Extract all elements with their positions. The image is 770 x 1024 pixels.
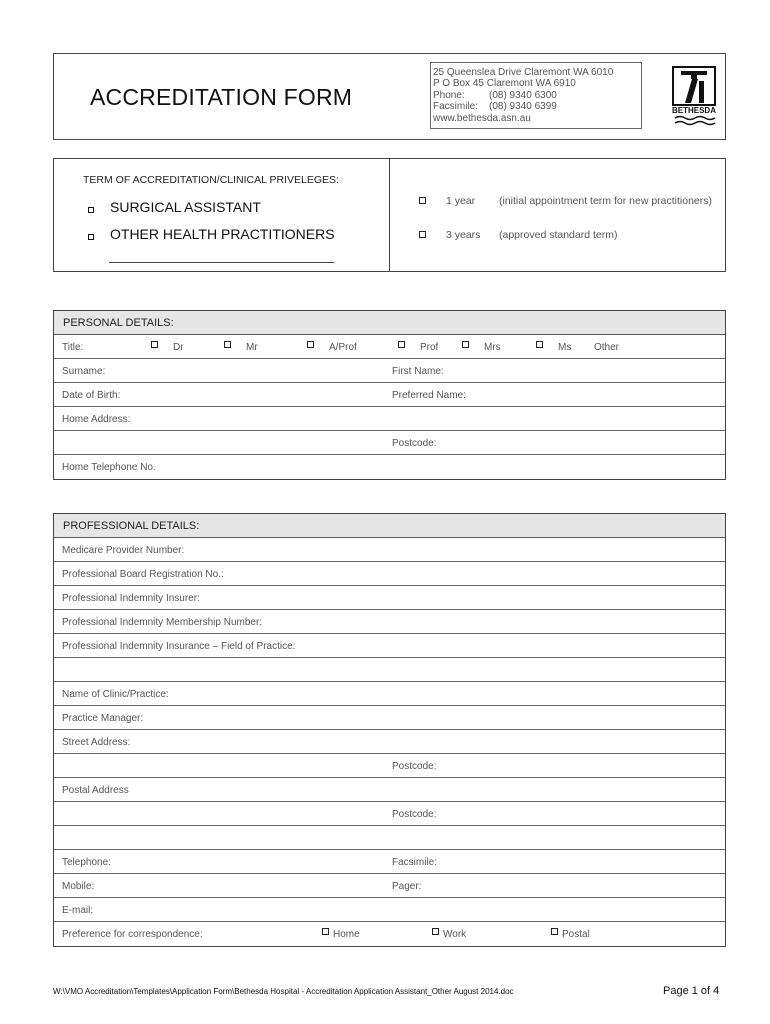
fax-label: Facsimile: [433, 101, 479, 113]
facsimile-label: Facsimile: [392, 857, 438, 868]
manager-row[interactable] [54, 706, 725, 730]
preference-label: Preference for correspondence: [62, 929, 203, 940]
dob-row[interactable] [54, 383, 725, 407]
title-ms-checkbox[interactable] [536, 341, 543, 348]
personal-details-section [53, 310, 726, 480]
pref-work-label: Work [443, 929, 467, 940]
title-aprof-checkbox[interactable] [307, 341, 314, 348]
pref-home-label: Home [333, 929, 360, 940]
title-mr-label: Mr [246, 342, 258, 353]
professional-details-heading: PROFESSIONAL DETAILS: [54, 514, 725, 538]
home-phone-label: Home Telephone No. [62, 462, 156, 473]
postal-postcode-label: Postcode: [392, 809, 437, 820]
street-postcode-row[interactable] [54, 754, 725, 778]
phone-row [433, 90, 641, 101]
term-3-years-label: 3 years [446, 229, 481, 241]
street-row[interactable] [54, 730, 725, 754]
title-dr-label: Dr [173, 342, 184, 353]
title-mrs-checkbox[interactable] [462, 341, 469, 348]
term-divider [389, 159, 390, 271]
title-aprof-label: A/Prof [329, 342, 357, 353]
phone-label: Phone: [433, 89, 465, 101]
surname-row[interactable] [54, 359, 725, 383]
fax-row [433, 101, 641, 112]
term-write-line[interactable] [109, 262, 334, 263]
preferred-name-label: Preferred Name: [392, 390, 466, 401]
insurer-label: Professional Indemnity Insurer: [62, 593, 200, 604]
street-label: Street Address: [62, 737, 131, 748]
fax-value: (08) 9340 6399 [489, 101, 557, 113]
term-1-year-checkbox[interactable] [419, 197, 426, 204]
title-ms-label: Ms [558, 342, 572, 353]
term-3-years-note: (approved standard term) [499, 229, 618, 241]
home-postcode-row[interactable] [54, 431, 725, 455]
other-health-checkbox[interactable] [88, 234, 94, 240]
surgical-assistant-checkbox[interactable] [88, 207, 94, 213]
postal-postcode-row[interactable] [54, 802, 725, 826]
professional-details-section [53, 513, 726, 947]
membership-label: Professional Indemnity Membership Number: [62, 617, 263, 628]
clinic-label: Name of Clinic/Practice: [62, 689, 169, 700]
field-label: Professional Indemnity Insurance – Field of Practice: [62, 641, 296, 652]
home-postcode-label: Postcode: [392, 438, 437, 449]
footer-file-path: W:\VMO Accreditation\Templates\Application Form\Bethesda Hospital - Accreditation Application Assistant_Other August 2014.doc [53, 987, 514, 996]
phone-value: (08) 9340 6300 [489, 89, 557, 101]
personal-details-heading: PERSONAL DETAILS: [54, 311, 725, 335]
home-address-label: Home Address: [62, 414, 131, 425]
email-label: E-mail: [62, 905, 94, 916]
mobile-label: Mobile: [62, 881, 95, 892]
title-prof-checkbox[interactable] [398, 341, 405, 348]
medicare-row[interactable] [54, 538, 725, 562]
title-label: Title: [62, 342, 84, 353]
telephone-row[interactable] [54, 850, 725, 874]
pref-home-checkbox[interactable] [322, 928, 329, 935]
field-continuation-row[interactable] [54, 658, 725, 682]
role-surgical-assistant: SURGICAL ASSISTANT [110, 199, 261, 215]
home-address-row[interactable] [54, 407, 725, 431]
title-mrs-label: Mrs [484, 342, 501, 353]
first-name-label: First Name: [392, 366, 444, 377]
term-3-years-checkbox[interactable] [419, 231, 426, 238]
pref-postal-checkbox[interactable] [551, 928, 558, 935]
address-block [430, 62, 642, 129]
title-other-label: Other [594, 342, 620, 353]
term-1-year-label: 1 year [446, 195, 476, 207]
medicare-label: Medicare Provider Number: [62, 545, 185, 556]
membership-row[interactable] [54, 610, 725, 634]
manager-label: Practice Manager: [62, 713, 144, 724]
home-phone-row[interactable] [54, 455, 725, 479]
postal-row[interactable] [54, 778, 725, 802]
telephone-label: Telephone: [62, 857, 111, 868]
preference-row [54, 922, 725, 946]
title-row [54, 335, 725, 359]
insurer-row[interactable] [54, 586, 725, 610]
bethesda-logo [671, 65, 717, 127]
logo-text: BETHESDA [671, 106, 717, 115]
form-title: ACCREDITATION FORM [90, 84, 353, 110]
pref-work-checkbox[interactable] [432, 928, 439, 935]
address-line-1: 25 Queenslea Drive Claremont WA 6010 [433, 67, 614, 78]
surname-label: Surname: [62, 366, 106, 377]
postal-label: Postal Address [62, 785, 129, 796]
dob-label: Date of Birth: [62, 390, 121, 401]
pref-postal-label: Postal [562, 929, 590, 940]
title-mr-checkbox[interactable] [224, 341, 231, 348]
board-reg-label: Professional Board Registration No.: [62, 569, 224, 580]
title-prof-label: Prof [420, 342, 439, 353]
term-1-year-note: (initial appointment term for new practitioners) [499, 195, 713, 207]
header-box [53, 53, 726, 140]
website: www.bethesda.asn.au [433, 112, 531, 124]
email-row[interactable] [54, 898, 725, 922]
term-heading: TERM OF ACCREDITATION/CLINICAL PRIVELEGES: [83, 174, 339, 186]
address-line-2: P O Box 45 Claremont WA 6910 [433, 78, 576, 90]
blank-row[interactable] [54, 826, 725, 850]
mobile-row[interactable] [54, 874, 725, 898]
clinic-row[interactable] [54, 682, 725, 706]
term-section [53, 158, 726, 272]
role-other-health: OTHER HEALTH PRACTITIONERS [110, 226, 335, 242]
field-row[interactable] [54, 634, 725, 658]
street-postcode-label: Postcode: [392, 761, 437, 772]
footer-page-number: Page 1 of 4 [663, 985, 720, 997]
pager-label: Pager: [392, 881, 422, 892]
board-reg-row[interactable] [54, 562, 725, 586]
title-dr-checkbox[interactable] [151, 341, 158, 348]
